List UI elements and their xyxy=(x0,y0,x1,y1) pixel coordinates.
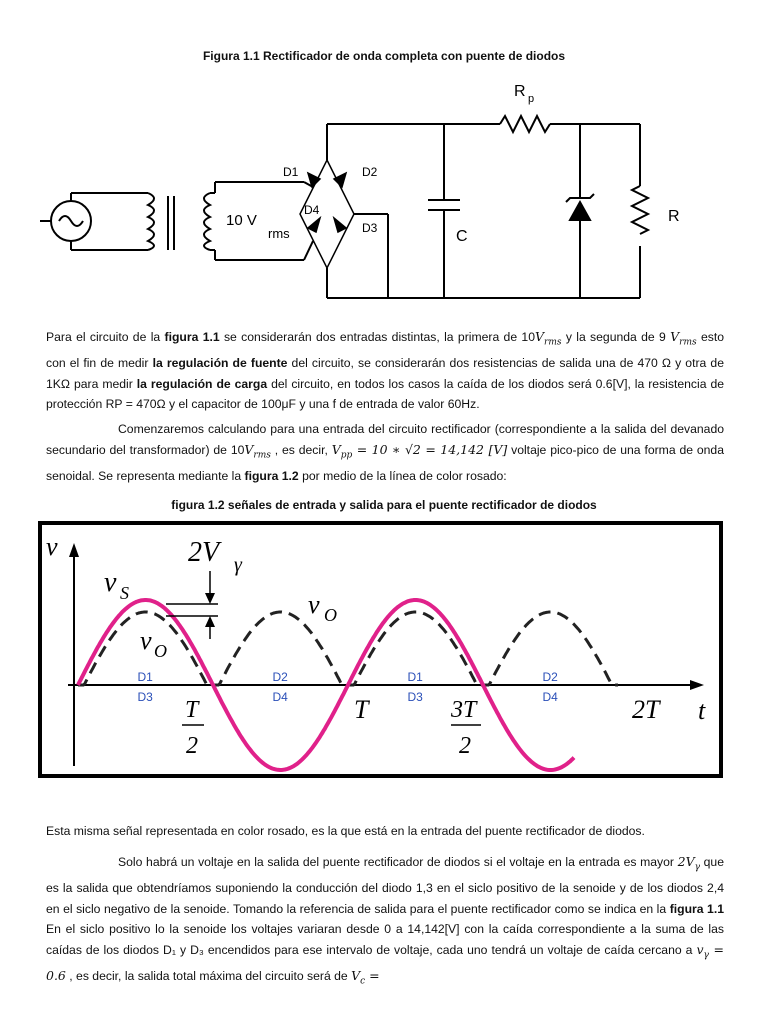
diode-d4-icon xyxy=(308,218,320,232)
t-axis-label: t xyxy=(698,696,706,725)
v-axis-label: v xyxy=(46,532,58,561)
diode-d3-icon xyxy=(334,218,346,232)
t-half-den: 2 xyxy=(186,733,198,759)
rp-resistor-icon xyxy=(500,116,550,132)
load-resistor-label: R xyxy=(668,208,680,225)
paragraph-conduction: Solo habrá un voltaje en la salida del puente rectificador de diodos si el voltaje en la entrada es mayor $2V_\gamma$ que es la salida que obtendríamos suponiendo la conducción del diodo 1,3 en el siclo positivo de la senoide y de los diodos 2,4 en el siclo negativo de la senoide. Tomando la referencia de salida para el puente rectificador como se indica en la figura 1.1 En el siclo positivo lo la senoide los voltajes variaran desde 0 a 14,142[V] con la caída correspondiente a la suma de las caídas de los diodos D₁ y D₃ encendidos para ese intervalo de voltaje, cada uno tendrá un voltaje de caída cercano a $v_\gamma = 0.6$ , es decir, la salida total máxima del circuito será de $V_c$ = xyxy=(46,854,724,987)
t-two-label: 2T xyxy=(632,695,660,724)
diode-pair-bottom-label: D3 xyxy=(137,690,153,704)
diode-pair-top-label: D1 xyxy=(407,670,423,684)
transformer-secondary-icon xyxy=(204,193,210,250)
vrms-sub-label: rms xyxy=(268,226,290,241)
figure-1-1-circuit xyxy=(40,78,700,308)
d1-label: D1 xyxy=(283,165,299,179)
vs-sub: S xyxy=(120,583,129,603)
figure-1-1-caption: Figura 1.1 Rectificador de onda completa con puente de diodos xyxy=(202,49,566,63)
diode-pair-bottom-label: D3 xyxy=(407,690,423,704)
diode-d2-icon xyxy=(334,173,346,187)
diode-pair-top-label: D2 xyxy=(272,670,288,684)
vo-sub-2: O xyxy=(324,605,337,625)
t-three-half-den: 2 xyxy=(459,733,471,759)
paragraph-pink-signal: Esta misma señal representada en color rosado, es la que está en la entrada del puente rectificador de diodos. xyxy=(46,824,645,838)
t-half-num: T xyxy=(185,697,199,723)
paragraph-intro: Para el circuito de la figura 1.1 se considerarán dos entradas distintas, la primera de $10V_{rms}$ y la segunda de 9 $V_{rms}$ esto con el fin de medir la regulación de fuente del circuito, se considerarán dos resistencias de salida una de 470 Ω y otra de 1KΩ para medir la regulación de carga del circuito, en todos los casos la caída de los diodos será 0.6[V], la resistencia de protección RP = 470Ω y el capacitor de 100μF y una f de entrada de valor 60Hz. xyxy=(46,329,725,412)
diode-pair-top-label: D2 xyxy=(542,670,558,684)
vrms-label: 10 V xyxy=(226,212,257,229)
vo-label-2: v xyxy=(308,590,320,619)
load-resistor-icon xyxy=(632,186,648,234)
zener-diode-icon xyxy=(570,202,590,220)
rp-label: R xyxy=(514,83,526,100)
diode-pair-top-label: D1 xyxy=(137,670,153,684)
d4-label: D4 xyxy=(304,203,320,217)
diode-pair-bottom-label: D4 xyxy=(272,690,288,704)
two-v-gamma-label: 2V xyxy=(188,537,220,568)
transformer-primary-icon xyxy=(148,193,154,250)
capacitor-label: C xyxy=(456,228,468,245)
figure-1-2-caption: figura 1.2 señales de entrada y salida para el puente rectificador de diodos xyxy=(171,498,597,512)
two-v-gamma-sub: γ xyxy=(234,554,242,576)
t-three-half-num: 3T xyxy=(451,697,477,723)
vo-label-1: v xyxy=(140,626,152,655)
d3-label: D3 xyxy=(362,221,378,235)
vo-sub-1: O xyxy=(154,641,167,661)
t-full-label: T xyxy=(354,695,369,724)
figure-1-2-waveform xyxy=(38,521,724,779)
diode-pair-bottom-label: D4 xyxy=(542,690,558,704)
rp-label-sub: p xyxy=(528,93,535,105)
vs-label: v xyxy=(104,567,117,598)
paragraph-calculation: Comenzaremos calculando para una entrada del circuito rectificador (correspondiente a la salida del devanado secundario del transformador) de $10V_{rms}$ , es decir, $V_{pp} = 10$ ∗ √2 = 14,142 [V] voltaje pico-pico de una forma de onda senoidal. Se representa mediante la figura 1.2 por medio de la línea de color rosado: xyxy=(46,422,724,483)
d2-label: D2 xyxy=(362,165,378,179)
